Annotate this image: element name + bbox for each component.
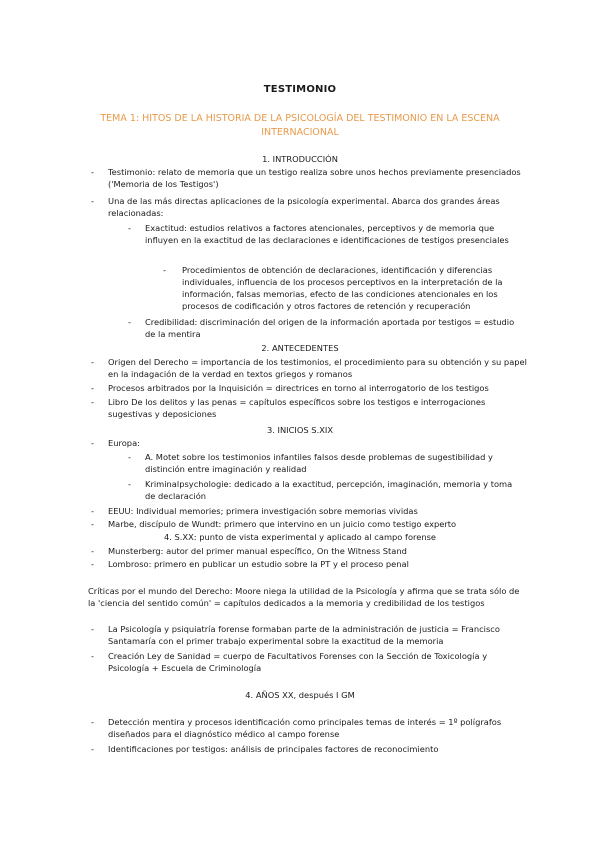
list-item: Procedimientos de obtención de declaraciones, identificación y diferencias individuales, influencia de los procesos perceptivos en la interpretación de la información, falsas memorias, efecto de las condiciones atencionales en los procesos de codificación y otros factores de retención y recuperación (182, 265, 503, 311)
list-item: Munsterberg: autor del primer manual específico, On the Witness Stand (108, 546, 407, 556)
bullet-dash: - (91, 744, 94, 754)
section-heading-introduccion: 1. INTRODUCCIÓN (262, 154, 338, 164)
list-item: Creación Ley de Sanidad = cuerpo de Facultativos Forenses con la Sección de Toxicología y Psicología + Escuela de Criminología (108, 651, 488, 673)
list-item: Procesos arbitrados por la Inquisición = directrices en torno al interrogatorio de los testigos (108, 383, 489, 393)
list-item: Lombroso: primero en publicar un estudio sobre la PT y el proceso penal (108, 559, 409, 569)
section-heading-inicios: 3. INICIOS S.XIX (266, 425, 334, 435)
section-heading-sxx: 4. S.XX: punto de vista experimental y aplicado al campo forense (163, 532, 437, 542)
bullet-dash: - (163, 265, 166, 275)
document-title: TESTIMONIO (263, 84, 337, 95)
list-item: La Psicología y psiquiatría forense formaban parte de la administración de justicia = Francisco Santamaría con el primer trabajo experimental sobre la exactitud de la memoria (108, 624, 500, 646)
bullet-dash: - (91, 717, 94, 727)
list-item: Europa: (108, 438, 140, 448)
list-item: Origen del Derecho = importancia de los testimonios, el procedimiento para su obtención y su papel en la indagación de la verdad en textos griegos y romanos (108, 357, 527, 379)
section-heading-antecedentes: 2. ANTECEDENTES (261, 343, 339, 353)
bullet-dash: - (91, 383, 94, 393)
bullet-dash: - (91, 559, 94, 569)
bullet-dash: - (91, 167, 94, 177)
bullet-dash: - (91, 506, 94, 516)
bullet-dash: - (91, 519, 94, 529)
list-item: Testimonio: relato de memoria que un testigo realiza sobre unos hechos previamente presenciados ('Memoria de los Testigos') (108, 167, 521, 189)
bullet-dash: - (91, 546, 94, 556)
topic-heading: TEMA 1: HITOS DE LA HISTORIA DE LA PSICOLOGÍA DEL TESTIMONIO EN LA ESCENA INTERNACIONAL (100, 113, 500, 138)
bullet-dash: - (91, 651, 94, 661)
list-item: Marbe, discípulo de Wundt: primero que intervino en un juicio como testigo experto (108, 519, 457, 529)
bullet-dash: - (128, 452, 131, 462)
list-item: Libro De los delitos y las penas = capítulos específicos sobre los testigos e interrogaciones sugestivas y deposiciones (108, 397, 486, 419)
bullet-dash: - (128, 317, 131, 327)
bullet-dash: - (91, 624, 94, 634)
bullet-dash: - (91, 397, 94, 407)
list-item: Una de las más directas aplicaciones de la psicología experimental. Abarca dos grandes áreas relacionadas: (108, 196, 500, 218)
list-item: Kriminalpsychologie: dedicado a la exactitud, percepción, imaginación, memoria y toma de declaración (145, 479, 513, 501)
bullet-dash: - (128, 223, 131, 233)
list-item: Credibilidad: discriminación del origen de la información aportada por testigos = estudio de la mentira (145, 317, 515, 339)
list-item: EEUU: Individual memories; primera investigación sobre memorias vividas (108, 506, 418, 516)
section-heading-anos-xx: 4. AÑOS XX, después I GM (245, 690, 355, 700)
list-item: A. Motet sobre los testimonios infantiles falsos desde problemas de sugestibilidad y distinción entre imaginación y realidad (145, 452, 493, 474)
criticas-paragraph: Críticas por el mundo del Derecho: Moore niega la utilidad de la Psicología y afirma que se trata sólo de la 'ciencia del sentido común' = capítulos dedicados a la memoria y credibilidad de los testigos (88, 586, 520, 608)
list-item: Exactitud: estudios relativos a factores atencionales, perceptivos y de memoria que influyen en la exactitud de las declaraciones e identificaciones de testigos presenciales (145, 223, 509, 245)
list-item: Identificaciones por testigos: análisis de principales factores de reconocimiento (108, 744, 439, 754)
bullet-dash: - (91, 196, 94, 206)
bullet-dash: - (128, 479, 131, 489)
list-item: Detección mentira y procesos identificación como principales temas de interés = 1º polígrafos diseñados para el diagnóstico médico al campo forense (108, 717, 502, 739)
bullet-dash: - (91, 357, 94, 367)
bullet-dash: - (91, 438, 94, 448)
